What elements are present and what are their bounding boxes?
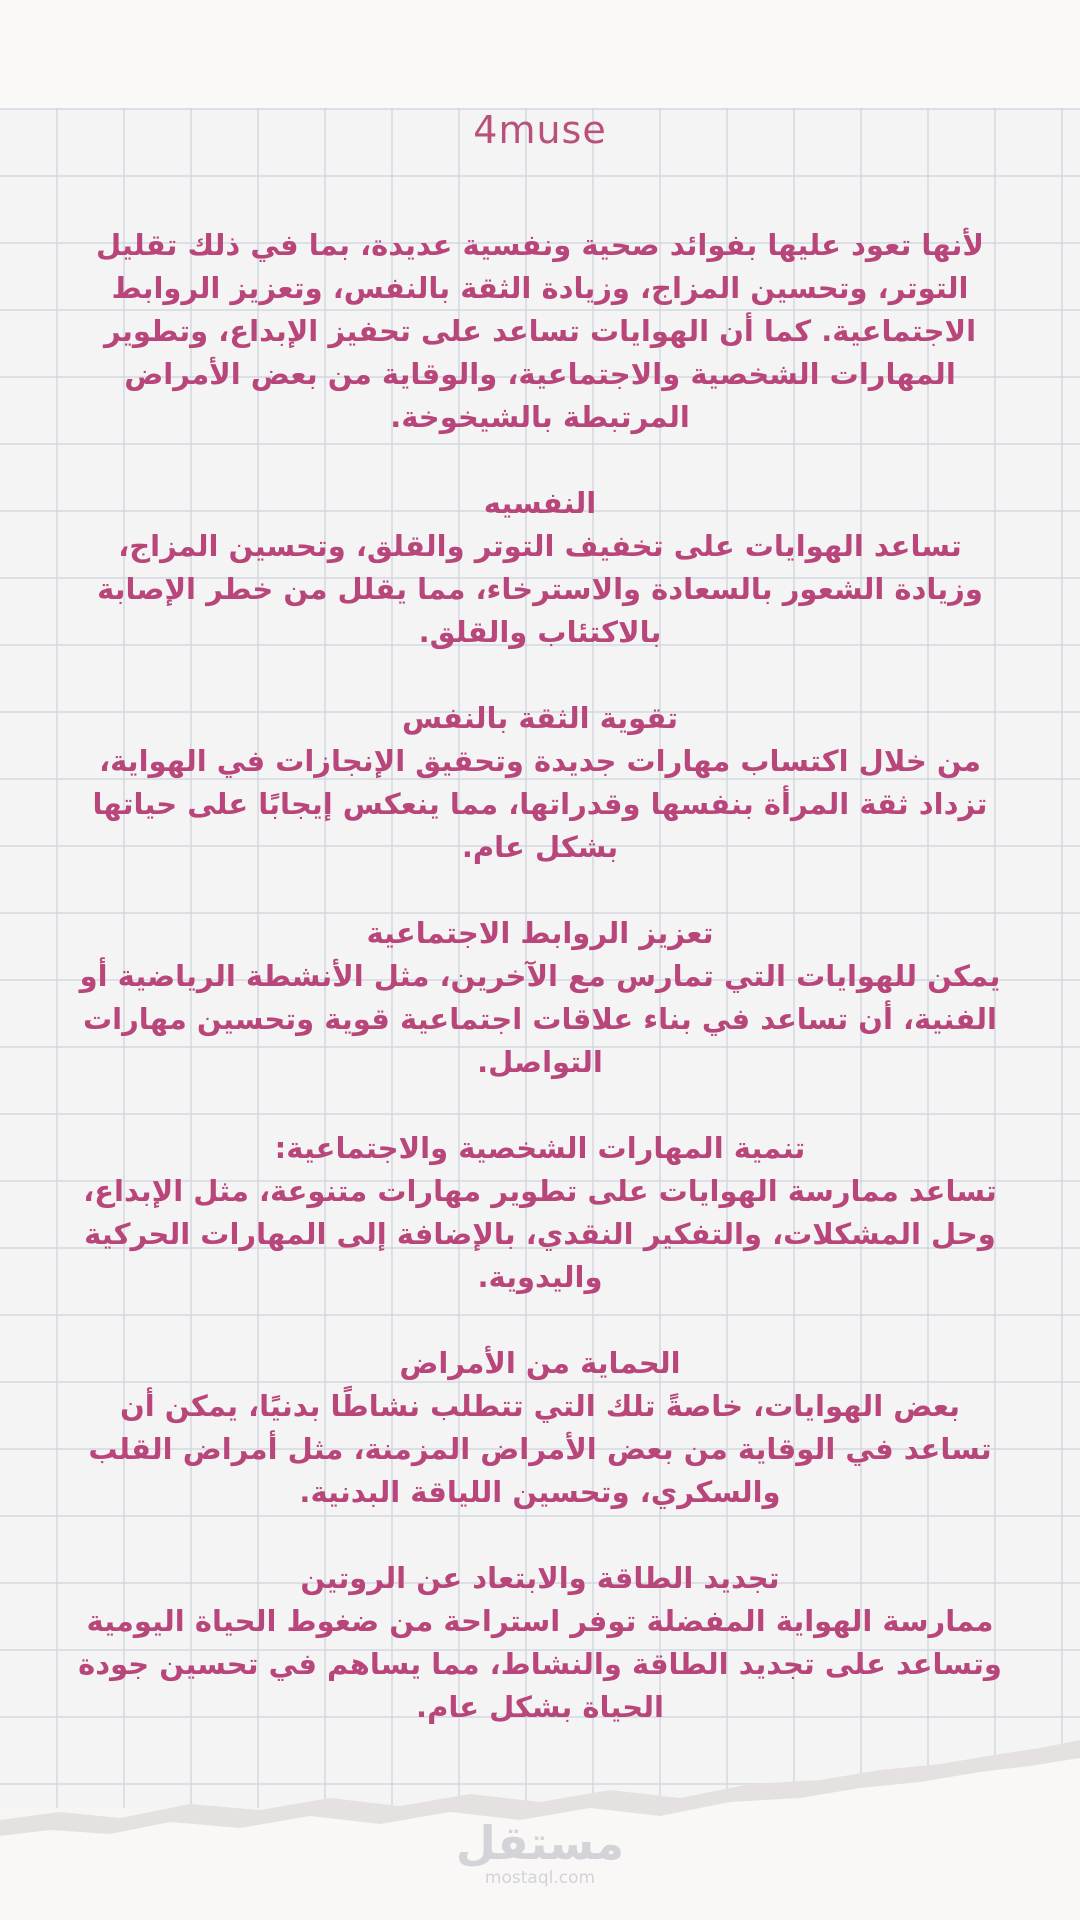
section-heading: تجديد الطاقة والابتعاد عن الروتين — [300, 1561, 780, 1595]
intro-paragraph: لأنها تعود عليها بفوائد صحية ونفسية عديدة، بما في ذلك تقليل التوتر، وتحسين المزاج، وزيادة الثقة بالنفس، وتعزيز الروابط الاجتماعية. كما أن الهوايات تساعد على تحفيز الإبداع، وتطوير المهارات الشخصية والاجتماعية، والوقاية من بعض الأمراض المرتبطة بالشيخوخة. — [96, 228, 984, 434]
section-social-bonds — [75, 912, 1005, 1084]
section-heading: تقوية الثقة بالنفس — [401, 701, 679, 735]
watermark — [0, 1818, 1080, 1888]
section-heading: تعزيز الروابط الاجتماعية — [366, 916, 714, 950]
section-disease-protection — [75, 1342, 1005, 1514]
brand-title: 4muse — [473, 108, 607, 152]
top-band — [0, 0, 1080, 108]
section-self-confidence — [75, 697, 1005, 869]
section-heading: تنمية المهارات الشخصية والاجتماعية: — [274, 1131, 806, 1165]
section-body: من خلال اكتساب مهارات جديدة وتحقيق الإنجازات في الهواية، تزداد ثقة المرأة بنفسها وقدراتها، مما ينعكس إيجابًا على حياتها بشكل عام. — [92, 744, 988, 864]
section-heading: الحماية من الأمراض — [399, 1346, 681, 1380]
section-body: ممارسة الهواية المفضلة توفر استراحة من ضغوط الحياة اليومية وتساعد على تجديد الطاقة والنشاط، مما يساهم في تحسين جودة الحياة بشكل عام. — [78, 1604, 1002, 1724]
watermark-url: mostaql.com — [484, 1868, 596, 1888]
section-body: تساعد ممارسة الهوايات على تطوير مهارات متنوعة، مثل الإبداع، وحل المشكلات، والتفكير النقدي، بالإضافة إلى المهارات الحركية واليدوية. — [83, 1174, 997, 1294]
watermark-logo: مستقل — [455, 1816, 625, 1870]
section-body: تساعد الهوايات على تخفيف التوتر والقلق، وتحسين المزاج، وزيادة الشعور بالسعادة والاسترخاء، مما يقلل من خطر الإصابة بالاكتئاب والقلق. — [97, 529, 983, 649]
section-skills — [75, 1127, 1005, 1299]
article-body — [75, 224, 1005, 1729]
section-heading: النفسيه — [483, 486, 597, 520]
section-body: بعض الهوايات، خاصةً تلك التي تتطلب نشاطًا بدنيًا، يمكن أن تساعد في الوقاية من بعض الأمراض المزمنة، مثل أمراض القلب والسكري، وتحسين اللياقة البدنية. — [88, 1389, 992, 1509]
section-psychological — [75, 482, 1005, 654]
section-body: يمكن للهوايات التي تمارس مع الآخرين، مثل الأنشطة الرياضية أو الفنية، أن تساعد في بناء علاقات اجتماعية قوية وتحسين مهارات التواصل. — [79, 959, 1001, 1079]
section-energy-renewal — [75, 1557, 1005, 1729]
